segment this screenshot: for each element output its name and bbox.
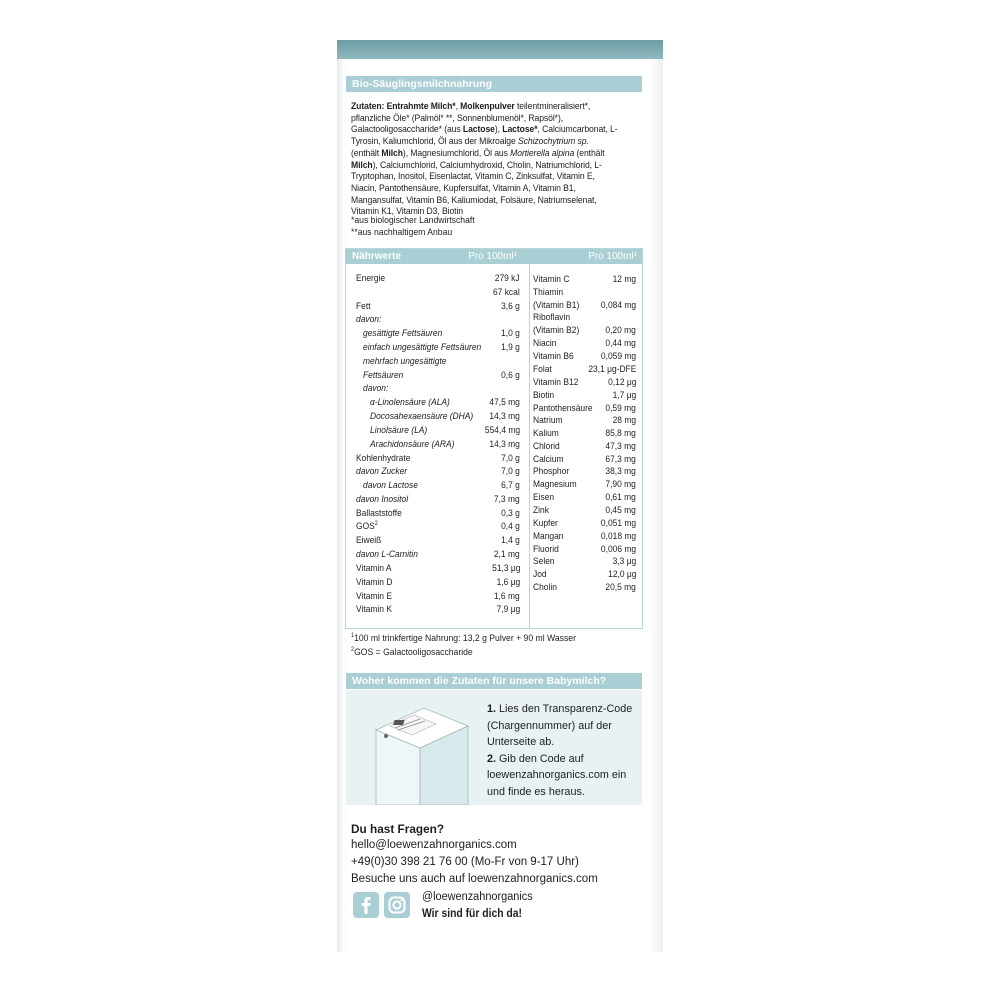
nutrient-row-left bbox=[356, 452, 520, 464]
nutrient-value: 14,3 mg bbox=[489, 438, 520, 449]
nutrient-name: Vitamin B12 bbox=[533, 376, 579, 387]
nutrient-row-right bbox=[533, 414, 636, 426]
footnote-2: $^2$GOS = Galactooligosaccharide bbox=[351, 646, 473, 657]
nutrient-name: Vitamin K bbox=[356, 603, 392, 614]
nutrient-row-right bbox=[533, 273, 636, 285]
nutrient-name: Phosphor bbox=[533, 465, 570, 476]
nutrient-row-right bbox=[533, 504, 636, 516]
nutrient-row-left bbox=[370, 438, 520, 450]
nutrient-name: davon Lactose bbox=[363, 479, 418, 490]
nutrient-name: Kohlenhydrate bbox=[356, 452, 411, 463]
nutrient-row-left bbox=[356, 576, 520, 588]
nutrient-row-left bbox=[356, 603, 520, 615]
nutrient-value: 1,9 g bbox=[501, 341, 520, 352]
nutrient-row-right bbox=[533, 555, 636, 567]
nutrient-name: Thiamin bbox=[533, 286, 564, 297]
nutrient-row-right bbox=[533, 376, 636, 388]
contact-title: Du hast Fragen? bbox=[351, 822, 445, 836]
nutrient-name: Vitamin C bbox=[533, 273, 570, 284]
per-100ml-right: Pro $100ml^1$ bbox=[588, 251, 637, 262]
nutrient-name: Kalium bbox=[533, 427, 559, 438]
nutrient-name: Fluorid bbox=[533, 543, 559, 554]
nutrient-row-right bbox=[533, 402, 636, 414]
nutrient-name: Pantothensäure bbox=[533, 402, 593, 413]
nutrient-name: Calcium bbox=[533, 453, 564, 464]
ingredient-segment: ), Calciumchlorid, Calciumhydroxid, Cholin, Natriumchlorid, L-Tryptophan, Inositol, Eisenlactat, Vitamin C, Zinksulfat, Vitamin E, Niacin, Pantothensäure, Kupfersulfat, Vitamin A, Vitamin B1, Mangansulfat, Vitamin B6, Kaliumiodat, Folsäure, Natriumselenat, Vitamin K1, Vitamin D3, Biotin bbox=[351, 158, 602, 217]
ingredient-segment: Milch bbox=[351, 158, 373, 170]
nutrient-row-left bbox=[356, 590, 520, 602]
nutrient-value: 0,20 mg bbox=[605, 324, 636, 335]
origin-title-bar bbox=[346, 673, 642, 689]
nutrient-name: Linolsäure (LA) bbox=[370, 424, 428, 435]
nutrient-value: 14,3 mg bbox=[489, 410, 520, 421]
nutrient-name: Chlorid bbox=[533, 440, 560, 451]
nutrient-value: 47,3 mg bbox=[605, 440, 636, 451]
nutrient-name: Selen bbox=[533, 555, 555, 566]
nutrient-row-right bbox=[533, 286, 636, 298]
ingredient-segment: Schizochytrium sp. bbox=[517, 135, 589, 147]
nutrient-name: Magnesium bbox=[533, 478, 577, 489]
nutrient-value: 554,4 mg bbox=[484, 424, 520, 435]
nutrition-table-header bbox=[346, 249, 642, 264]
nutrient-name: Zink bbox=[533, 504, 549, 515]
ingredient-segment: ), Magnesiumchlorid, Öl aus bbox=[402, 146, 511, 158]
nutrient-value: 0,059 mg bbox=[600, 350, 636, 361]
nutrient-row-left bbox=[356, 548, 520, 560]
nutrient-row-right bbox=[533, 453, 636, 465]
nutrient-row-left bbox=[356, 313, 520, 325]
nutrient-name: Folat bbox=[533, 363, 552, 374]
nutrient-name: (Vitamin B2) bbox=[533, 324, 580, 335]
nutrient-row-left bbox=[356, 520, 520, 532]
nutrient-row-right bbox=[533, 311, 636, 323]
nutrient-row-left bbox=[370, 410, 520, 422]
nutrient-row-left bbox=[363, 327, 520, 339]
nutrient-value: 1,0 g bbox=[501, 327, 520, 338]
nutrient-row-right bbox=[533, 324, 636, 336]
nutrient-value: 0,4 g bbox=[501, 520, 520, 531]
nutrient-value: 279 kJ bbox=[495, 272, 520, 283]
ingredients-notes bbox=[351, 214, 618, 237]
facebook-icon[interactable] bbox=[353, 892, 379, 918]
nutrient-name: gesättigte Fettsäuren bbox=[363, 327, 443, 338]
nutrient-value: 0,61 mg bbox=[605, 491, 636, 502]
nutrient-value: 3,3 μg bbox=[612, 555, 636, 566]
nutrient-value: 0,59 mg bbox=[605, 402, 636, 413]
nutrient-value: 1,7 μg bbox=[612, 389, 636, 400]
nutrient-value: 12,0 μg bbox=[607, 568, 636, 579]
nutrient-name: Riboflavin bbox=[533, 311, 571, 322]
ingredients-title-bar bbox=[346, 76, 642, 92]
contact-website[interactable]: Besuche uns auch auf loewenzahnorganics.com bbox=[351, 873, 598, 885]
nutrient-row-left bbox=[356, 286, 520, 298]
nutrient-row-right bbox=[533, 337, 636, 349]
nutrient-name: α-Linolensäure (ALA) bbox=[370, 396, 450, 407]
ingredient-segment: Milch bbox=[381, 146, 403, 158]
ingredient-segment: Molkenpulver bbox=[460, 100, 515, 111]
nutrient-value: 7,9 μg bbox=[496, 603, 520, 614]
nutrient-name: (Vitamin B1) bbox=[533, 299, 580, 310]
nutrient-name: Vitamin D bbox=[356, 576, 393, 587]
ingredient-segment: Lactose* bbox=[502, 123, 538, 135]
nutrient-row-right bbox=[533, 389, 636, 401]
nutrient-value: 7,3 mg bbox=[494, 493, 520, 504]
ingredient-segment: Lactose bbox=[462, 123, 495, 135]
step-1: 1. Lies den Transparenz-Code (Chargennummer) auf der Unterseite ab. bbox=[487, 703, 633, 748]
nutrient-row-left bbox=[356, 272, 520, 284]
nutrient-value: 1,6 mg bbox=[494, 590, 520, 601]
nutrient-value: 2,1 mg bbox=[494, 548, 520, 559]
nutrient-row-right bbox=[533, 517, 636, 529]
nutrient-row-left bbox=[363, 382, 520, 394]
nutrient-name: Kupfer bbox=[533, 517, 558, 528]
nutrient-value: 0,6 g bbox=[501, 369, 520, 380]
ingredient-segment: Zutaten: Entrahmte Milch* bbox=[351, 100, 456, 111]
nutrient-name: Niacin bbox=[533, 337, 557, 348]
nutrient-name: Ballaststoffe bbox=[356, 507, 402, 518]
sustainable-note: **aus nachhaltigem Anbau bbox=[351, 225, 453, 237]
nutrient-row-right bbox=[533, 543, 636, 555]
ingredient-segment: (enthält bbox=[574, 146, 605, 158]
nutrient-name: Jod bbox=[533, 568, 547, 579]
nutrient-row-left bbox=[356, 300, 520, 312]
nutrient-name: Vitamin E bbox=[356, 590, 392, 601]
package-top-edge bbox=[337, 40, 663, 59]
social-handle[interactable]: @loewenzahnorganics bbox=[422, 891, 533, 903]
nutrient-value: 85,8 mg bbox=[605, 427, 636, 438]
nutrient-name: Natrium bbox=[533, 414, 563, 425]
ingredient-segment: (enthält bbox=[351, 146, 382, 158]
ingredient-segment: , Calciumcarbonat, L-Tyrosin, Kaliumchlorid, Öl aus der Mikroalge bbox=[351, 123, 618, 147]
contact-email[interactable]: hello@loewenzahnorganics.com bbox=[351, 839, 517, 851]
nutrient-value: 0,006 mg bbox=[600, 543, 636, 554]
ingredient-segment: Mortierella alpina bbox=[510, 146, 575, 158]
nutrient-row-right bbox=[533, 581, 636, 593]
nutrient-row-right bbox=[533, 299, 636, 311]
instagram-icon[interactable] bbox=[384, 892, 410, 918]
nutrient-row-left bbox=[363, 355, 520, 367]
nutrient-name: davon Zucker bbox=[356, 465, 408, 476]
origin-title: Woher kommen die Zutaten für unsere Babymilch? bbox=[352, 675, 607, 687]
nutrient-row-left bbox=[356, 493, 520, 505]
nutrient-name: mehrfach ungesättigte bbox=[363, 355, 447, 366]
nutrient-name: Biotin bbox=[533, 389, 555, 400]
nutrient-name: davon: bbox=[356, 313, 382, 324]
nutrient-name: Vitamin A bbox=[356, 562, 392, 573]
nutrient-row-left bbox=[356, 465, 520, 477]
nutrient-row-right bbox=[533, 491, 636, 503]
nutrient-value: 28 mg bbox=[612, 414, 636, 425]
nutrient-value: 7,90 mg bbox=[605, 478, 636, 489]
nutrient-name: Vitamin B6 bbox=[533, 350, 574, 361]
nutrient-row-right bbox=[533, 465, 636, 477]
nutrient-row-left bbox=[363, 369, 520, 381]
ingredient-segment: ), bbox=[494, 123, 503, 135]
nutrient-value: 3,6 g bbox=[501, 300, 520, 311]
nutrient-name: Cholin bbox=[533, 581, 557, 592]
nutrient-name: Eiweiß bbox=[356, 534, 382, 545]
nutrient-row-left bbox=[356, 562, 520, 574]
nutrient-name: davon L-Carnitin bbox=[356, 548, 418, 559]
nutrient-value: 1,6 μg bbox=[496, 576, 520, 587]
nutrient-row-left bbox=[370, 424, 520, 436]
contact-slogan: Wir sind für dich da! bbox=[422, 908, 522, 920]
nutrient-value: 67,3 mg bbox=[605, 453, 636, 464]
ingredient-segment: teilentmineralisiert*, pflanzliche Öle* (Palmöl* **, Sonnenblumenöl*, Rapsöl*), Galactooligosaccharide* (aus bbox=[351, 100, 591, 135]
nutrient-value: 0,3 g bbox=[501, 507, 520, 518]
nutrient-value: 0,44 mg bbox=[605, 337, 636, 348]
nutrient-name: GOS$^2$ bbox=[356, 520, 378, 531]
nutrient-value: 7,0 g bbox=[501, 465, 520, 476]
ingredients-title: Bio-Säuglingsmilchnahrung bbox=[352, 78, 493, 90]
nutrient-value: 1,4 g bbox=[501, 534, 520, 545]
nutrient-value: 51,3 μg bbox=[491, 562, 520, 573]
nutrient-row-right bbox=[533, 440, 636, 452]
nutrient-name: Eisen bbox=[533, 491, 555, 502]
nutrient-name: davon: bbox=[363, 382, 389, 393]
organic-note: *aus biologischer Landwirtschaft bbox=[351, 214, 475, 225]
nutrient-name: Fettsäuren bbox=[363, 369, 404, 380]
nutrient-value: 0,12 μg bbox=[607, 376, 636, 387]
ingredients-text bbox=[351, 100, 618, 217]
nutrient-row-right bbox=[533, 350, 636, 362]
transparency-steps bbox=[487, 701, 637, 800]
nutrient-row-right bbox=[533, 530, 636, 542]
nutrient-value: 0,084 mg bbox=[600, 299, 636, 310]
nutrient-name: Arachidonsäure (ARA) bbox=[370, 438, 455, 449]
nutrient-row-left bbox=[370, 396, 520, 408]
nutrient-value: 12 mg bbox=[612, 273, 636, 284]
per-100ml-left: Pro $100ml^1$ bbox=[468, 251, 517, 262]
package-bottom-illustration bbox=[362, 700, 472, 805]
nutrient-value: 0,45 mg bbox=[605, 504, 636, 515]
nutrient-row-left bbox=[356, 534, 520, 546]
nutrient-row-left bbox=[363, 341, 520, 353]
nutrient-value: 20,5 mg bbox=[605, 581, 636, 592]
ingredient-segment: , bbox=[455, 100, 461, 111]
nutrient-row-right bbox=[533, 568, 636, 580]
nutrient-name: einfach ungesättigte Fettsäuren bbox=[363, 341, 482, 352]
nutrient-row-right bbox=[533, 478, 636, 490]
nutrient-value: 67 kcal bbox=[493, 286, 520, 297]
step-2: 2. Gib den Code auf loewenzahnorganics.com ein und finde es heraus. bbox=[487, 752, 627, 798]
nutrient-name: Energie bbox=[356, 272, 386, 283]
nutrient-value: 0,051 mg bbox=[600, 517, 636, 528]
nutrient-name: Fett bbox=[356, 300, 371, 311]
nutrient-value: 6,7 g bbox=[501, 479, 520, 490]
nutrient-value: 0,018 mg bbox=[600, 530, 636, 541]
nutrient-value: 38,3 mg bbox=[605, 465, 636, 476]
nutrient-name: Mangan bbox=[533, 530, 564, 541]
nutrient-value: 47,5 mg bbox=[489, 396, 520, 407]
contact-phone[interactable]: +49(0)30 398 21 76 00 (Mo-Fr von 9-17 Uhr) bbox=[351, 856, 579, 868]
nutrient-row-left bbox=[356, 507, 520, 519]
nutrient-row-right bbox=[533, 427, 636, 439]
nutrient-value: 23,1 μg-DFE bbox=[587, 363, 636, 374]
nutrient-name: davon Inositol bbox=[356, 493, 409, 504]
nutrient-value: 7,0 g bbox=[501, 452, 520, 463]
footnote-1: $^1$100 ml trinkfertige Nahrung: 13,2 g Pulver + 90 ml Wasser bbox=[351, 632, 576, 643]
table-column-divider bbox=[529, 264, 530, 628]
nutrition-header-label: Nährwerte bbox=[352, 251, 401, 262]
nutrient-row-left bbox=[363, 479, 520, 491]
nutrient-row-right bbox=[533, 363, 636, 375]
nutrient-name: Docosahexaensäure (DHA) bbox=[370, 410, 474, 421]
